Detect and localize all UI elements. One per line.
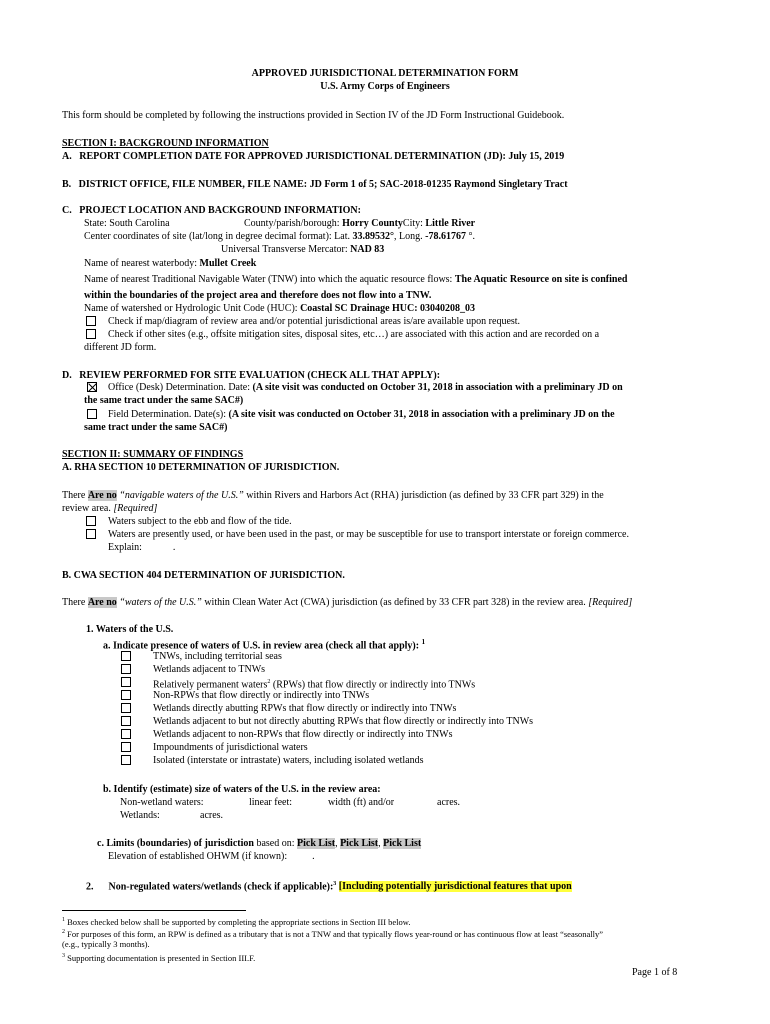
state-line — [84, 217, 170, 230]
isolated-waters-checkbox[interactable] — [121, 755, 131, 765]
longitude-value: -78.61767 — [425, 231, 466, 242]
rpw-checkbox[interactable] — [121, 677, 131, 687]
waters-of-us-heading: 1. Waters of the U.S. — [86, 624, 174, 635]
field-value-cont: same tract under the same SAC#) — [84, 422, 228, 433]
tidal-waters-label: Waters subject to the ebb and flow of the tide. — [108, 516, 292, 527]
utm-label: Universal Transverse Mercator: — [221, 244, 348, 255]
explain-label: Explain: — [108, 542, 142, 553]
footnote-number: 2 — [62, 929, 65, 935]
county-line — [244, 217, 475, 230]
rha-statement — [62, 489, 604, 502]
footnote-ref-2: 2 — [267, 679, 271, 685]
office-label: Office (Desk) Determination. Date: — [108, 382, 250, 393]
rpw-text: Relatively permanent waters — [153, 679, 268, 691]
acres-label: acres. — [437, 797, 461, 808]
checklist-item: Non-RPWs that flow directly or indirectly into TNWs — [153, 690, 370, 701]
item-letter: B. — [62, 179, 72, 190]
tidal-waters-checkbox[interactable] — [86, 516, 96, 526]
wetlands-adjacent-tnw-checkbox[interactable] — [121, 664, 131, 674]
footnote-2 — [62, 927, 603, 940]
huc-line — [84, 302, 475, 315]
wetlands-adjacent-non-rpw-checkbox[interactable] — [121, 729, 131, 739]
completion-date: July 15, 2019 — [508, 151, 565, 162]
page-number: Page 1 of 8 — [632, 967, 678, 978]
footnote-ref-1: 1 — [421, 638, 426, 646]
city-label: City: — [402, 218, 423, 229]
cwa-required: [Required] — [588, 597, 633, 608]
checklist-item: Impoundments of jurisdictional waters — [153, 742, 308, 753]
cwa-heading: B. CWA SECTION 404 DETERMINATION OF JURISDICTION. — [62, 570, 345, 581]
checklist-item: Wetlands adjacent to non-RPWs that flow directly or indirectly into TNWs — [153, 729, 453, 740]
footnote-text: Boxes checked below shall be supported by completing the appropriate sections in Section III below. — [65, 916, 411, 927]
map-available-label: Check if map/diagram of review area and/or potential jurisdictional areas is/are available upon request. — [108, 316, 521, 327]
map-available-checkbox[interactable] — [86, 316, 96, 326]
waterbody-value: Mullet Creek — [199, 258, 257, 269]
latitude-value: 33.89532° — [352, 231, 395, 242]
footnote-number: 3 — [62, 953, 65, 959]
tnw-line — [84, 273, 627, 286]
rha-pre: There — [62, 490, 86, 501]
non-regulated-highlight: [Including potentially jurisdictional features that upon — [338, 881, 572, 893]
waterbody-label: Name of nearest waterbody: — [84, 258, 198, 269]
non-regulated-line — [86, 878, 572, 893]
office-value-cont: the same tract under the same SAC#) — [84, 395, 244, 406]
limits-label: c. Limits (boundaries) of jurisdiction — [97, 838, 254, 849]
wetlands-abutting-rpw-checkbox[interactable] — [121, 703, 131, 713]
rha-pick-list[interactable]: Are no — [87, 490, 117, 501]
item-text: REPORT COMPLETION DATE FOR APPROVED JURISDICTIONAL DETERMINATION (JD): — [79, 151, 506, 162]
checklist-item: TNWs, including territorial seas — [153, 651, 282, 662]
field-determination-line — [108, 408, 615, 421]
other-sites-checkbox[interactable] — [86, 329, 96, 339]
cwa-quote: “waters of the U.S.” — [119, 597, 202, 608]
huc-value: Coastal SC Drainage HUC: 03040208_03 — [300, 303, 476, 314]
section1-heading: SECTION I: BACKGROUND INFORMATION — [62, 138, 269, 149]
rha-post: within Rivers and Harbors Act (RHA) jurisdiction (as defined by 33 CFR part 329) in the — [243, 490, 604, 501]
file-name-value: JD Form 1 of 5; SAC-2018-01235 Raymond Singletary Tract — [309, 179, 568, 190]
checklist-item: Wetlands adjacent to but not directly abutting RPWs that flow directly or indirectly into TNWs — [153, 716, 534, 727]
office-determination-checkbox[interactable] — [87, 382, 97, 392]
item-text: REVIEW PERFORMED FOR SITE EVALUATION (CHECK ALL THAT APPLY): — [79, 370, 441, 381]
huc-label: Name of watershed or Hydrologic Unit Code (HUC): — [84, 303, 298, 314]
commerce-waters-label: Waters are presently used, or have been used in the past, or may be susceptible for use to transport interstate or foreign commerce. — [108, 529, 629, 540]
waterbody-line — [84, 257, 256, 270]
form-subtitle: U.S. Army Corps of Engineers — [320, 81, 450, 92]
footnote-1 — [62, 915, 411, 928]
county-label: County/parish/borough: — [244, 218, 340, 229]
rha-heading: A. RHA SECTION 10 DETERMINATION OF JURISDICTION. — [62, 462, 340, 473]
wetlands-adjacent-rpw-checkbox[interactable] — [121, 716, 131, 726]
footnote-text: Supporting documentation is presented in Section III.F. — [65, 952, 256, 963]
coords-end: °. — [465, 231, 475, 242]
footnote-2-cont: (e.g., typically 3 months). — [62, 939, 150, 949]
footnote-ref-3: 3 — [333, 881, 337, 887]
impoundments-checkbox[interactable] — [121, 742, 131, 752]
rha-quote: “navigable waters of the U.S.” — [119, 490, 244, 501]
nonwetland-label: Non-wetland waters: — [120, 797, 204, 808]
other-sites-label: Check if other sites (e.g., offsite mitigation sites, disposal sites, etc…) are associated with this action and are recorded on a — [108, 329, 600, 340]
rpw-rest: (RPWs) that flow directly or indirectly into TNWs — [270, 679, 476, 691]
footnote-text: For purposes of this form, an RPW is defined as a tributary that is not a TNW and that typically flows year-round or has continuous flow at least “seasonally” — [65, 928, 604, 939]
limits-pick-list-2[interactable]: Pick List — [340, 838, 379, 849]
ohwm-value[interactable]: . — [312, 851, 315, 862]
office-value: (A site visit was conducted on October 31, 2018 in association with a preliminary JD on — [252, 382, 623, 393]
coordinates-line — [84, 230, 475, 243]
checklist-item: Wetlands adjacent to TNWs — [153, 664, 266, 675]
long-label: , Long. — [394, 231, 423, 242]
other-sites-label-cont: different JD form. — [84, 342, 157, 353]
non-rpw-checkbox[interactable] — [121, 690, 131, 700]
limits-line: c. Limits (boundaries) of jurisdiction based on: Pick List, Pick List, Pick List — [97, 838, 422, 849]
footnote-number: 1 — [62, 917, 65, 923]
identify-size-heading: b. Identify (estimate) size of waters of the U.S. in the review area: — [103, 784, 381, 795]
section2-heading: SECTION II: SUMMARY OF FINDINGS — [62, 449, 244, 460]
cwa-statement — [62, 596, 632, 609]
cwa-pre: There — [62, 597, 86, 608]
intro-text: This form should be completed by following the instructions provided in Section IV of the JD Form Instructional Guidebook. — [62, 110, 565, 121]
rha-statement-cont — [62, 502, 157, 515]
ohwm-label: Elevation of established OHWM (if known): — [108, 851, 288, 862]
item-letter: D. — [62, 370, 72, 381]
section1-item-a — [62, 150, 564, 163]
cwa-post: within Clean Water Act (CWA) jurisdiction (as defined by 33 CFR part 328) in the review area. — [201, 597, 589, 608]
field-determination-checkbox[interactable] — [87, 409, 97, 419]
item-text: PROJECT LOCATION AND BACKGROUND INFORMATION: — [79, 205, 361, 216]
width-label: width (ft) and/or — [328, 797, 395, 808]
state-value: South Carolina — [109, 218, 170, 229]
item2-number: 2. — [86, 881, 94, 893]
office-determination-line — [108, 381, 623, 394]
cwa-pick-list[interactable]: Are no — [87, 597, 117, 608]
city-value: Little River — [425, 218, 476, 229]
item-letter: A. — [62, 151, 72, 162]
tnw-value: The Aquatic Resource on site is confined — [454, 274, 628, 285]
utm-value: NAD 83 — [350, 244, 385, 255]
limits-pick-list-1[interactable]: Pick List — [297, 838, 336, 849]
wetlands-acres-label: acres. — [200, 810, 224, 821]
explain-value[interactable]: . — [172, 542, 176, 553]
rha-line2: review area. — [62, 503, 114, 514]
checklist-item: Isolated (interstate or intrastate) waters, including isolated wetlands — [153, 755, 424, 766]
rha-required: [Required] — [113, 503, 158, 514]
ohwm-line — [108, 850, 315, 863]
tnw-label: Name of nearest Traditional Navigable Water (TNW) into which the aquatic resource flows: — [84, 274, 453, 285]
item-text: DISTRICT OFFICE, FILE NUMBER, FILE NAME: — [78, 179, 308, 190]
utm-line — [221, 243, 384, 256]
coords-label: Center coordinates of site (lat/long in degree decimal format): Lat. — [84, 231, 351, 242]
linear-feet-label: linear feet: — [249, 797, 293, 808]
section1-item-c — [62, 204, 361, 217]
checklist-item: Wetlands directly abutting RPWs that flow directly or indirectly into TNWs — [153, 703, 457, 714]
section1-item-b — [62, 178, 568, 191]
county-value: Horry County — [342, 218, 403, 229]
form-title: APPROVED JURISDICTIONAL DETERMINATION FORM — [251, 68, 519, 79]
tnw-value-cont: within the boundaries of the project area and therefore does not flow into a TNW. — [84, 290, 432, 301]
non-regulated-label: Non-regulated waters/wetlands (check if applicable): — [108, 881, 334, 893]
footnote-3 — [62, 951, 255, 964]
field-label: Field Determination. Date(s): — [108, 409, 227, 420]
commerce-waters-checkbox[interactable] — [86, 529, 96, 539]
wetlands-label: Wetlands: — [120, 810, 160, 821]
limits-pick-list-3[interactable]: Pick List — [383, 838, 422, 849]
explain-line — [108, 541, 175, 554]
indicate-presence-text: a. Indicate presence of waters of U.S. in review area (check all that apply): — [103, 640, 420, 652]
field-value: (A site visit was conducted on October 31, 2018 in association with a preliminary JD on the — [228, 409, 615, 420]
tnw-checkbox[interactable] — [121, 651, 131, 661]
item-letter: C. — [62, 205, 72, 216]
limits-rest: based on: — [253, 838, 297, 849]
footnote-divider — [62, 910, 246, 911]
state-label: State: — [84, 218, 107, 229]
